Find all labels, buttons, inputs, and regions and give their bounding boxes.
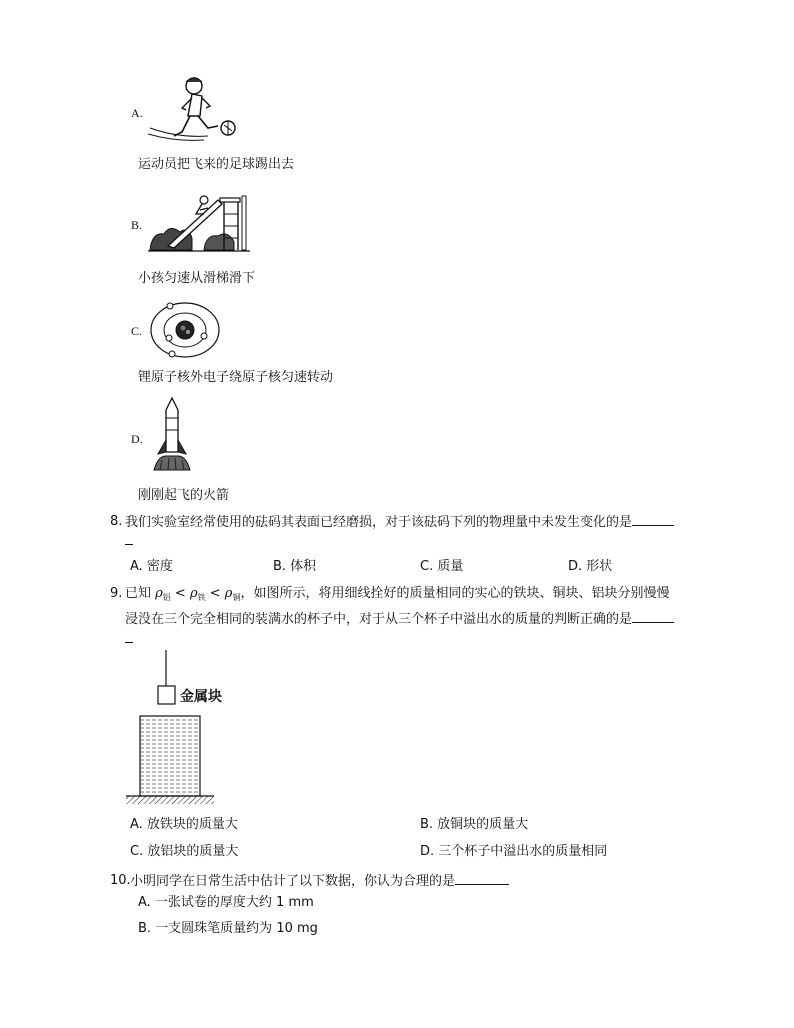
option-a-caption: 运动员把飞来的足球踢出去 bbox=[138, 157, 295, 172]
rho-sub-copper: 铜 bbox=[232, 593, 241, 602]
q9-choice-a[interactable]: A. 放铁块的质量大 bbox=[130, 817, 238, 832]
q9-choice-d[interactable]: D. 三个杯子中溢出水的质量相同 bbox=[420, 844, 608, 859]
option-d-letter: D. bbox=[131, 432, 143, 446]
option-d-caption: 刚刚起飞的火箭 bbox=[138, 488, 230, 503]
q9-blank-continuation bbox=[125, 642, 133, 643]
metal-block-label: 金属块 bbox=[180, 689, 222, 705]
q9-choice-c[interactable]: C. 放铝块的质量大 bbox=[130, 844, 239, 859]
q10-choice-a[interactable]: A. 一张试卷的厚度大约 1 mm bbox=[138, 895, 314, 910]
q10-choice-b[interactable]: B. 一支圆珠笔质量约为 10 mg bbox=[138, 921, 318, 936]
rocket-illustration bbox=[148, 396, 196, 472]
rho-sub-iron: 铁 bbox=[197, 593, 206, 602]
q8-answer-blank[interactable] bbox=[632, 513, 674, 526]
q9-prefix: 已知 bbox=[125, 586, 156, 601]
rho-sub-aluminum: 铝 bbox=[162, 593, 171, 602]
q8-choice-d[interactable]: D. 形状 bbox=[568, 559, 613, 574]
q10-text: 小明同学在日常生活中估计了以下数据，你认为合理的是 bbox=[130, 874, 456, 889]
option-c-letter: C. bbox=[131, 324, 143, 338]
q8-choice-c[interactable]: C. 质量 bbox=[420, 559, 464, 574]
metal-block bbox=[158, 686, 175, 704]
overflow-cup-diagram bbox=[122, 650, 222, 810]
less-than: < bbox=[205, 586, 225, 601]
slide-illustration bbox=[148, 186, 250, 254]
option-c-caption: 锂原子核外电子绕原子核匀速转动 bbox=[138, 370, 334, 385]
q9-line-2 bbox=[125, 610, 674, 629]
q8-question-text bbox=[125, 513, 674, 532]
q9-choice-b[interactable]: B. 放铜块的质量大 bbox=[420, 817, 529, 832]
q9-line-2-text: 浸没在三个完全相同的装满水的杯子中，对于从三个杯子中溢出水的质量的判断正确的是 bbox=[125, 612, 633, 627]
q9-number: 9. bbox=[110, 586, 123, 601]
q8-choice-b[interactable]: B. 体积 bbox=[273, 559, 317, 574]
option-b-letter: B. bbox=[131, 218, 143, 232]
soccer-kick-illustration bbox=[148, 72, 240, 142]
q9-line-1-rest: ，如图所示，将用细线拴好的质量相同的实心的铁块、铜块、铝块分别慢慢 bbox=[240, 586, 670, 601]
lithium-atom-illustration bbox=[148, 300, 222, 362]
q8-text: 我们实验室经常使用的砝码其表面已经磨损，对于该砝码下列的物理量中未发生变化的是 bbox=[125, 515, 633, 530]
q8-number: 8. bbox=[110, 514, 123, 529]
q10-question-text bbox=[130, 872, 509, 891]
q10-answer-blank[interactable] bbox=[455, 872, 509, 885]
q8-blank-continuation bbox=[125, 544, 133, 545]
q9-line-1 bbox=[125, 585, 669, 604]
option-b-caption: 小孩匀速从滑梯滑下 bbox=[138, 271, 256, 286]
rho-symbol: ρ bbox=[189, 586, 198, 601]
q9-answer-blank[interactable] bbox=[632, 610, 674, 623]
rho-symbol: ρ bbox=[224, 586, 233, 601]
option-a-letter: A. bbox=[131, 106, 143, 120]
q8-choice-a[interactable]: A. 密度 bbox=[130, 559, 173, 574]
q10-number: 10. bbox=[110, 873, 131, 888]
rho-symbol: ρ bbox=[155, 586, 163, 601]
less-than: < bbox=[170, 586, 190, 601]
